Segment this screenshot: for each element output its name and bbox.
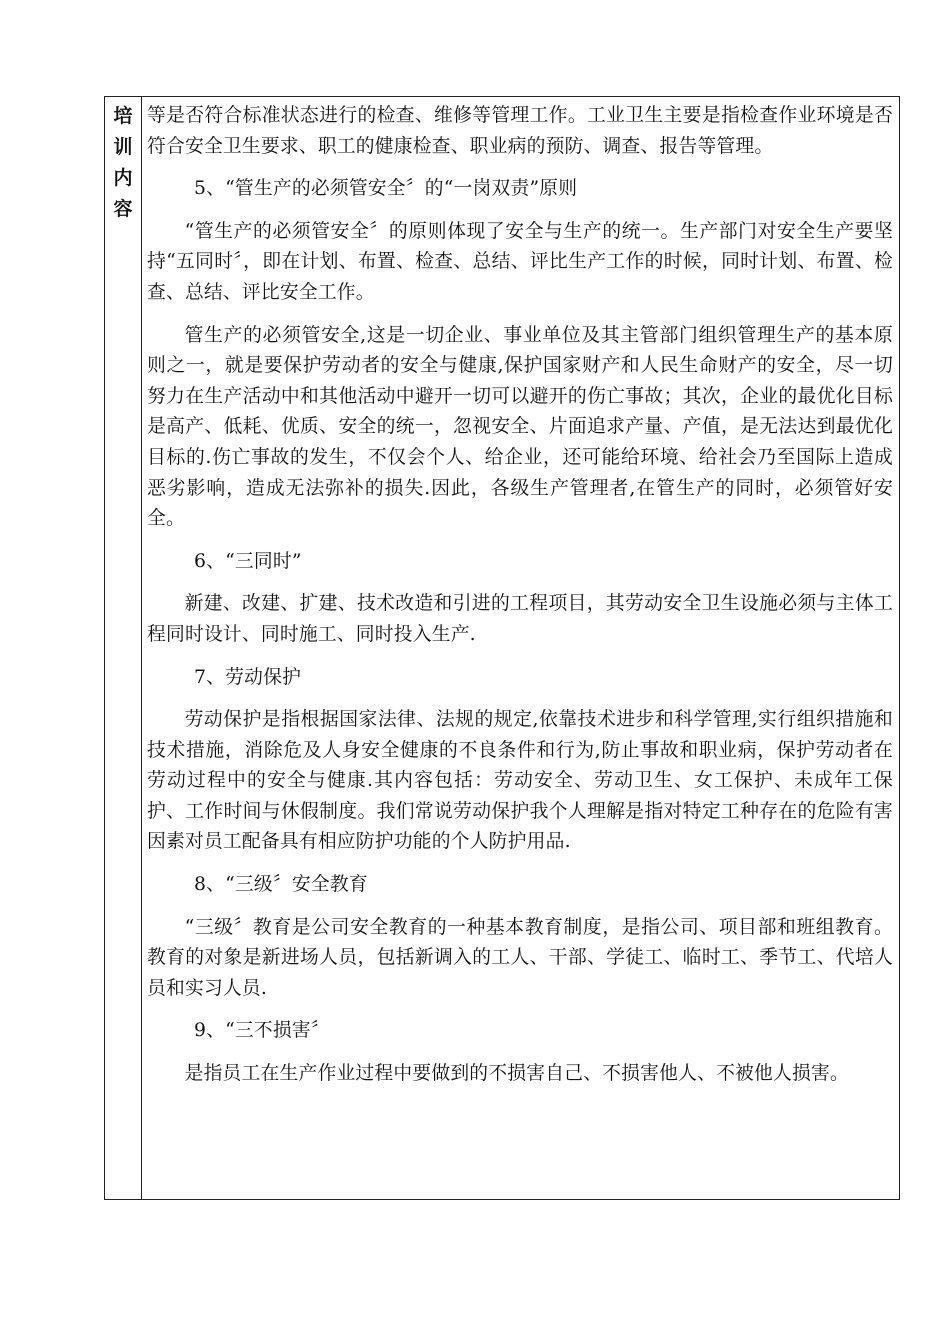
paragraph: 是指员工在生产作业过程中要做到的不损害自己、不损害他人、不被他人损害。 (184, 1063, 849, 1085)
side-label-char: 内 (113, 167, 133, 189)
paragraph: 劳动保护是指根据国家法律、法规的规定,依靠技术进步和科学管理,实行组织措施和技术措施，消除危及人身安全健康的不良条件和行为,防止事故和职业病，保护劳动者在劳动过程中的安全与健康.其内容包括：劳动安全、劳动卫生、女工保护、未成年工保护、工作时间与休假制度。我们常说劳动保护我个人理解是指对特定工种存在的危险有害因素对员工配备具有相应防护功能的个人防护用品. (147, 709, 893, 853)
paragraph-continuation: 等是否符合标准状态进行的检查、维修等管理工作。工业卫生主要是指检查作业环境是否符合安全卫生要求、职工的健康检查、职业病的预防、调查、报告等管理。 (147, 105, 893, 157)
paragraph: “三级〞教育是公司安全教育的一种基本教育制度，是指公司、项目部和班组教育。教育的对象是新进场人员，包括新调入的工人、干部、学徒工、临时工、季节工、代培人员和实习人员. (147, 916, 893, 999)
section-heading-8: 8、“三级〞安全教育 (194, 874, 368, 896)
content-column (142, 97, 899, 1199)
side-label-char: 训 (113, 136, 133, 158)
section-heading-7: 7、劳动保护 (194, 666, 302, 688)
paragraph: 新建、改建、扩建、技术改造和引进的工程项目，其劳动安全卫生设施必须与主体工程同时设计、同时施工、同时投入生产. (147, 593, 893, 645)
training-content-table (104, 96, 900, 1200)
paragraph: 管生产的必须管安全,这是一切企业、事业单位及其主管部门组织管理生产的基本原则之一，就是要保护劳动者的安全与健康,保护国家财产和人民生命财产的安全，尽一切努力在生产活动中和其他活动中避开一切可以避开的伤亡事故；其次，企业的最优化目标是高产、低耗、优质、安全的统一，忽视安全、片面追求产量、产值，是无法达到最优化目标的.伤亡事故的发生，不仅会个人、给企业，还可能给环境、给社会乃至国际上造成恶劣影响，造成无法弥补的损失.因此，各级生产管理者,在管生产的同时，必须管好安全。 (147, 324, 893, 530)
side-label-char: 容 (113, 198, 133, 220)
section-heading-6: 6、“三同时” (194, 550, 302, 572)
section-heading-5: 5、“管生产的必须管安全〞的“一岗双责”原则 (194, 178, 578, 200)
side-label-column (105, 97, 142, 1199)
section-heading-9: 9、“三不损害〞 (194, 1020, 330, 1042)
side-label-char: 培 (113, 105, 133, 127)
paragraph: “管生产的必须管安全〞的原则体现了安全与生产的统一。生产部门对安全生产要坚持“五同时〞，即在计划、布置、检查、总结、评比生产工作的时候，同时计划、布置、检查、总结、评比安全工作。 (147, 220, 893, 303)
